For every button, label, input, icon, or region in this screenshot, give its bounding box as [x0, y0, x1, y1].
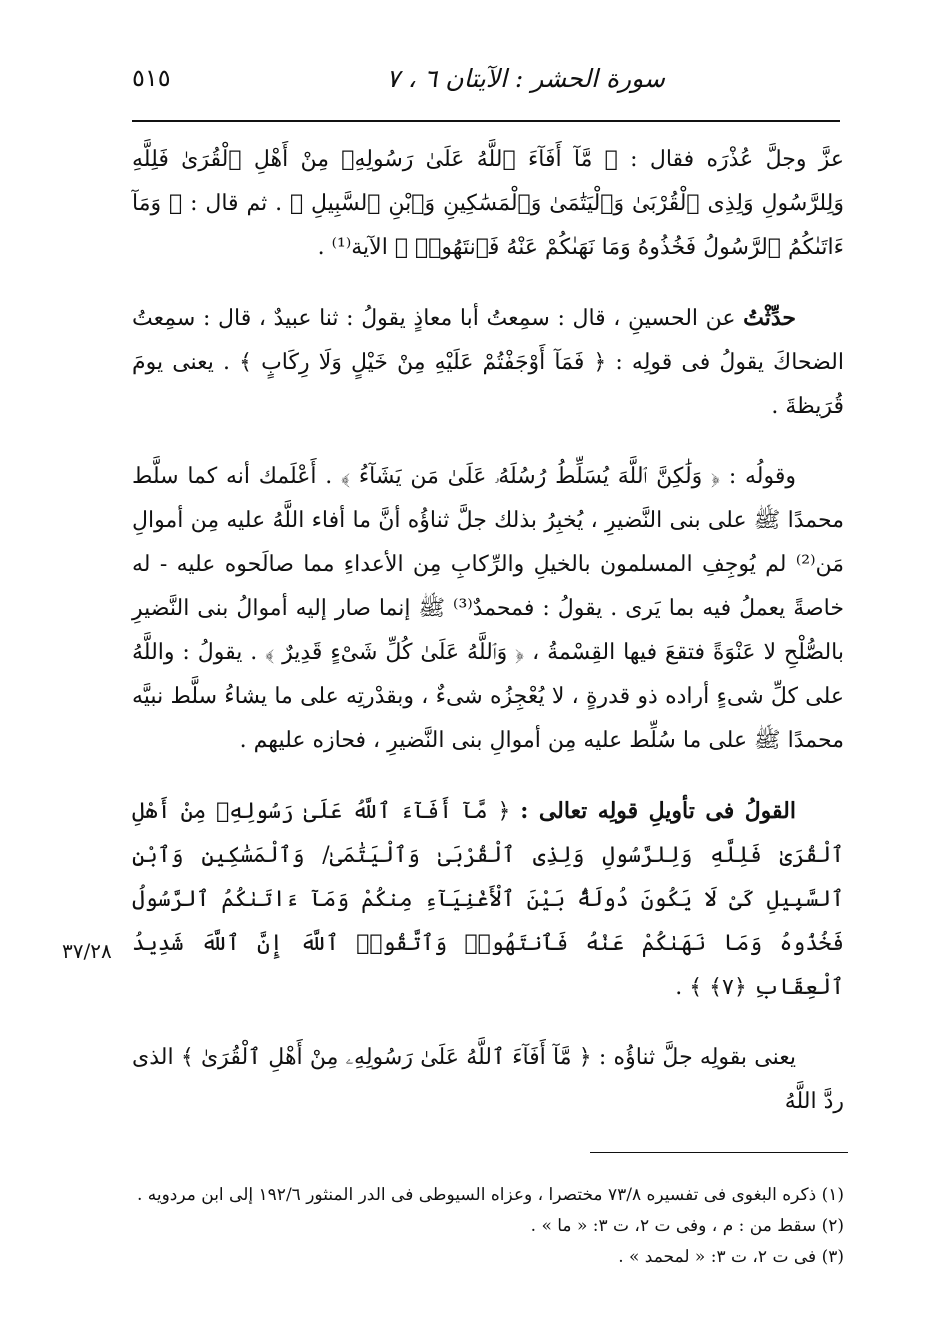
margin-reference: ٣٧/٢٨ [62, 939, 112, 963]
paragraph [132, 296, 844, 429]
paragraph-text: يعنى بقولِه جلَّ ثناؤُه : ﴿ مَّآ أَفَآءَ ٱللَّهُ عَلَىٰ رَسُولِهِۦ مِنْ أَهْلِ ٱلْقُرَىٰ ﴾ الذى ردَّ اللَّهُ [132, 1045, 844, 1114]
paragraph [132, 455, 844, 763]
footnote-rule [590, 1152, 848, 1153]
paragraph-text: ﴿ مَّآ أَفَآءَ ٱللَّهُ عَلَىٰ رَسُولِهِۦ مِنْ أَهْلِ ٱلْقُرَىٰ فَلِلَّهِ وَلِلرَّسُولِ وَلِذِى ٱلْقُرْبَىٰ وَٱلْيَتَٰمَىٰ/ وَٱلْمَسَٰكِينِ وَٱبْنِ ٱلسَّبِيلِ كَىْ لَا يَكُونَ دُولَةًۢ بَيْنَ ٱلْأَغْنِيَآءِ مِنكُمْ وَمَآ ءَاتَىٰكُمُ ٱلرَّسُولُ فَخُذُوهُ وَمَا نَهَىٰكُمْ عَنْهُ فَٱنتَهُوا۟ وَٱتَّقُوا۟ ٱللَّهَ إِنَّ ٱللَّهَ شَدِيدُ ٱلْعِقَابِ ﴿٧﴾ ﴾ . [132, 799, 844, 1000]
paragraph [132, 1036, 844, 1124]
paragraph-text: عن الحسينِ ، قال : سمِعتُ أبا معاذٍ يقولُ : ثنا عبيدٌ ، قال : سمِعتُ الضحاكَ يقولُ فى قولِه : ﴿ فَمَآ أَوْجَفْتُمْ عَلَيْهِ مِنْ خَيْلٍ وَلَا رِكَابٍ ﴾ . يعنى يومَ قُرَيظةَ . [132, 306, 844, 419]
footnote: (٢) سقط من : م ، وفى ت ٢، ت ٣: « ما » . [530, 1216, 844, 1236]
header-rule [132, 120, 840, 122]
header-title: سورة الحشر : الآيتان ٦ ، ٧ [386, 64, 665, 93]
paragraph [132, 138, 844, 270]
section-heading: القولُ فى تأويلِ قولِه تعالى : [520, 798, 796, 824]
paragraph-text: وقولُه : ﴿ وَلَٰكِنَّ ٱللَّهَ يُسَلِّطُ رُسُلَهُۥ عَلَىٰ مَن يَشَآءُ ﴾ . أَعْلَمك أنه كما سلَّط محمدًا ﷺ على بنى النَّضيرِ ، يُخبِرُ بذلك جلَّ ثناؤُه أنَّ ما أفاء اللَّهُ عليه مِن أموالِ مَن⁽²⁾ لم يُوجِفِ المسلمون بالخيلِ والرِّكابِ مِن الأعداءِ مما صالَحوه عليه - له خاصةً يعملُ فيه بما يَرى . يقولُ : فمحمدٌ⁽³⁾ ﷺ إنما صار إليه أموالُ بنى النَّضيرِ بالصُّلْحِ لا عَنْوَةً فتقعَ فيها القِسْمةُ ، ﴿ وَٱللَّهُ عَلَىٰ كُلِّ شَىْءٍ قَدِيرٌ ﴾ . يقولُ : واللَّهُ على كلِّ شىءٍ أراده ذو قدرةٍ ، لا يُعْجِزُه شىءٌ ، وبقدْرتِه على ما يشاءُ سلَّط نبيَّه محمدًا ﷺ على ما سُلِّط عليه مِن أموالِ بنى النَّضيرِ ، فحازه عليهم . [132, 464, 844, 753]
paragraph-lead: حدِّثْتُ [743, 305, 796, 331]
paragraph [132, 789, 844, 1010]
running-header [132, 62, 840, 102]
main-text [132, 138, 844, 1150]
footnotes [132, 1180, 844, 1273]
footnote: (٣) فى ت ٢، ت ٣: « لمحمد » . [618, 1247, 844, 1267]
page-number: ٥١٥ [132, 64, 171, 92]
footnote: (١) ذكره البغوى فى تفسيره ٧٣/٨ مختصرا ، وعزاه السيوطى فى الدر المنثور ١٩٢/٦ إلى ابن مردويه . [136, 1185, 844, 1205]
paragraph-text: عزَّ وجلَّ عُذْرَه فقال : ﴿ مَّآ أَفَآءَ ٱللَّهُ عَلَىٰ رَسُولِهِۦ مِنْ أَهْلِ ٱلْقُرَىٰ فَلِلَّهِ وَلِلرَّسُولِ وَلِذِى ٱلْقُرْبَىٰ وَٱلْيَتَٰمَىٰ وَٱلْمَسَٰكِينِ وَٱبْنِ ٱلسَّبِيلِ ﴾ . ثم قال : ﴿ وَمَآ ءَاتَىٰكُمُ ٱلرَّسُولُ فَخُذُوهُ وَمَا نَهَىٰكُمْ عَنْهُ فَٱنتَهُوا۟ ﴾ الآية⁽¹⁾ . [132, 147, 844, 260]
